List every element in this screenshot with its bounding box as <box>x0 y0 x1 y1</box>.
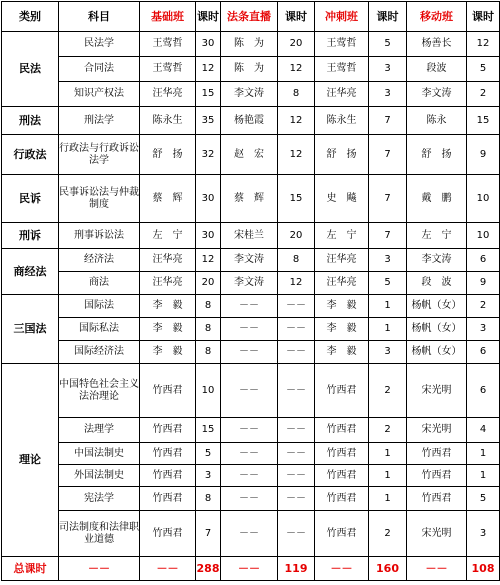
header-category: 类别 <box>2 2 59 32</box>
sprint-hours: 1 <box>369 318 407 341</box>
mobile-hours: 12 <box>467 32 500 57</box>
subject-cell: 司法制度和法律职业道德 <box>59 511 140 557</box>
article-hours: －－ <box>278 295 315 318</box>
basic-hours: 15 <box>196 82 221 107</box>
mobile-hours: 2 <box>467 295 500 318</box>
sprint-teacher: 王莺哲 <box>315 32 369 57</box>
sprint-hours: 7 <box>369 107 407 135</box>
subject-cell: 外国法制史 <box>59 465 140 487</box>
basic-hours: 35 <box>196 107 221 135</box>
mobile-teacher: 竹西君 <box>407 487 467 511</box>
total-mobile-hours: 108 <box>467 557 500 581</box>
table-row <box>2 107 500 135</box>
mobile-teacher: 竹西君 <box>407 443 467 465</box>
basic-hours: 8 <box>196 318 221 341</box>
basic-hours: 12 <box>196 249 221 272</box>
basic-hours: 8 <box>196 487 221 511</box>
basic-teacher: 汪华亮 <box>140 249 196 272</box>
basic-hours: 12 <box>196 57 221 82</box>
table-row <box>2 364 500 418</box>
table-row <box>2 295 500 318</box>
basic-teacher: 竹西君 <box>140 364 196 418</box>
article-hours: －－ <box>278 511 315 557</box>
total-sprint-teacher: －－ <box>315 557 369 581</box>
mobile-teacher: 宋光明 <box>407 364 467 418</box>
category-cell: 刑法 <box>2 107 59 135</box>
basic-hours: 3 <box>196 465 221 487</box>
course-schedule-table <box>1 1 500 581</box>
category-cell: 刑诉 <box>2 223 59 249</box>
basic-hours: 15 <box>196 418 221 443</box>
sprint-hours: 1 <box>369 295 407 318</box>
subject-cell: 刑事诉讼法 <box>59 223 140 249</box>
mobile-hours: 6 <box>467 364 500 418</box>
mobile-hours: 3 <box>467 511 500 557</box>
subject-cell: 民事诉讼法与仲裁制度 <box>59 175 140 223</box>
subject-cell: 行政法与行政诉讼法学 <box>59 135 140 175</box>
total-article-teacher: －－ <box>221 557 278 581</box>
basic-teacher: 竹西君 <box>140 465 196 487</box>
header-basic-class: 基础班 <box>140 2 196 32</box>
basic-teacher: 李 毅 <box>140 318 196 341</box>
subject-cell: 经济法 <box>59 249 140 272</box>
table-row <box>2 249 500 272</box>
mobile-teacher: 竹西君 <box>407 465 467 487</box>
basic-teacher: 竹西君 <box>140 487 196 511</box>
basic-teacher: 左 宁 <box>140 223 196 249</box>
sprint-teacher: 李 毅 <box>315 318 369 341</box>
header-hours: 课时 <box>467 2 500 32</box>
article-hours: 8 <box>278 82 315 107</box>
article-hours: 12 <box>278 272 315 295</box>
article-hours: 8 <box>278 249 315 272</box>
category-cell: 行政法 <box>2 135 59 175</box>
basic-teacher: 王莺哲 <box>140 57 196 82</box>
table-row <box>2 511 500 557</box>
article-hours: 12 <box>278 57 315 82</box>
table-row <box>2 223 500 249</box>
article-teacher: －－ <box>221 295 278 318</box>
mobile-hours: 4 <box>467 418 500 443</box>
sprint-teacher: 舒 扬 <box>315 135 369 175</box>
sprint-teacher: 左 宁 <box>315 223 369 249</box>
mobile-hours: 5 <box>467 57 500 82</box>
article-teacher: 李文涛 <box>221 272 278 295</box>
total-label: 总课时 <box>2 557 59 581</box>
article-teacher: 李文涛 <box>221 82 278 107</box>
mobile-teacher: 杨帆（女） <box>407 318 467 341</box>
header-article-live: 法条直播 <box>221 2 278 32</box>
article-teacher: 赵 宏 <box>221 135 278 175</box>
basic-teacher: 竹西君 <box>140 443 196 465</box>
article-hours: 12 <box>278 135 315 175</box>
sprint-hours: 1 <box>369 487 407 511</box>
article-teacher: －－ <box>221 341 278 364</box>
mobile-hours: 5 <box>467 487 500 511</box>
article-hours: 20 <box>278 32 315 57</box>
mobile-teacher: 段 波 <box>407 272 467 295</box>
subject-cell: 刑法学 <box>59 107 140 135</box>
sprint-hours: 3 <box>369 82 407 107</box>
mobile-hours: 3 <box>467 318 500 341</box>
article-teacher: －－ <box>221 418 278 443</box>
sprint-teacher: 李 毅 <box>315 341 369 364</box>
table-row <box>2 418 500 443</box>
sprint-teacher: 李 毅 <box>315 295 369 318</box>
mobile-hours: 2 <box>467 82 500 107</box>
table-row <box>2 175 500 223</box>
article-teacher: －－ <box>221 465 278 487</box>
basic-hours: 30 <box>196 223 221 249</box>
sprint-teacher: 竹西君 <box>315 418 369 443</box>
mobile-teacher: 杨善长 <box>407 32 467 57</box>
total-article-hours: 119 <box>278 557 315 581</box>
sprint-hours: 2 <box>369 511 407 557</box>
mobile-hours: 10 <box>467 223 500 249</box>
mobile-teacher: 李文涛 <box>407 82 467 107</box>
sprint-hours: 3 <box>369 249 407 272</box>
article-teacher: －－ <box>221 511 278 557</box>
mobile-teacher: 陈永 <box>407 107 467 135</box>
header-sprint-class: 冲刺班 <box>315 2 369 32</box>
article-hours: －－ <box>278 487 315 511</box>
article-teacher: －－ <box>221 443 278 465</box>
mobile-hours: 1 <box>467 465 500 487</box>
sprint-teacher: 竹西君 <box>315 487 369 511</box>
sprint-hours: 5 <box>369 272 407 295</box>
basic-teacher: 竹西君 <box>140 511 196 557</box>
total-sprint-hours: 160 <box>369 557 407 581</box>
article-teacher: 李文涛 <box>221 249 278 272</box>
article-hours: －－ <box>278 318 315 341</box>
sprint-teacher: 竹西君 <box>315 364 369 418</box>
sprint-teacher: 汪华亮 <box>315 272 369 295</box>
article-hours: －－ <box>278 465 315 487</box>
category-cell: 理论 <box>2 364 59 557</box>
sprint-hours: 2 <box>369 364 407 418</box>
subject-cell: 中国法制史 <box>59 443 140 465</box>
sprint-teacher: 陈永生 <box>315 107 369 135</box>
mobile-teacher: 宋光明 <box>407 511 467 557</box>
table-row <box>2 487 500 511</box>
basic-hours: 8 <box>196 341 221 364</box>
mobile-teacher: 段波 <box>407 57 467 82</box>
article-hours: －－ <box>278 443 315 465</box>
basic-hours: 30 <box>196 32 221 57</box>
mobile-hours: 10 <box>467 175 500 223</box>
basic-teacher: 李 毅 <box>140 295 196 318</box>
header-row <box>2 2 500 32</box>
sprint-teacher: 汪华亮 <box>315 82 369 107</box>
basic-teacher: 舒 扬 <box>140 135 196 175</box>
table-row <box>2 135 500 175</box>
article-hours: －－ <box>278 364 315 418</box>
category-cell: 民法 <box>2 32 59 107</box>
header-hours: 课时 <box>369 2 407 32</box>
header-subject: 科目 <box>59 2 140 32</box>
total-row <box>2 557 500 581</box>
total-mobile-teacher: －－ <box>407 557 467 581</box>
sprint-teacher: 史 飚 <box>315 175 369 223</box>
sprint-hours: 3 <box>369 341 407 364</box>
basic-teacher: 王莺哲 <box>140 32 196 57</box>
sprint-hours: 1 <box>369 465 407 487</box>
table-row <box>2 341 500 364</box>
header-hours: 课时 <box>196 2 221 32</box>
basic-teacher: 汪华亮 <box>140 82 196 107</box>
basic-hours: 7 <box>196 511 221 557</box>
basic-teacher: 李 毅 <box>140 341 196 364</box>
table-row <box>2 32 500 57</box>
subject-cell: 中国特色社会主义法治理论 <box>59 364 140 418</box>
article-teacher: －－ <box>221 318 278 341</box>
mobile-teacher: 左 宁 <box>407 223 467 249</box>
mobile-teacher: 杨帆（女） <box>407 341 467 364</box>
mobile-hours: 9 <box>467 272 500 295</box>
sprint-teacher: 王莺哲 <box>315 57 369 82</box>
subject-cell: 国际私法 <box>59 318 140 341</box>
table-row <box>2 82 500 107</box>
subject-cell: 合同法 <box>59 57 140 82</box>
subject-cell: 知识产权法 <box>59 82 140 107</box>
article-teacher: 蔡 辉 <box>221 175 278 223</box>
table-row <box>2 57 500 82</box>
subject-cell: 民法学 <box>59 32 140 57</box>
basic-teacher: 蔡 辉 <box>140 175 196 223</box>
basic-teacher: 汪华亮 <box>140 272 196 295</box>
sprint-hours: 5 <box>369 32 407 57</box>
sprint-hours: 3 <box>369 57 407 82</box>
table-row <box>2 443 500 465</box>
sprint-teacher: 汪华亮 <box>315 249 369 272</box>
sprint-teacher: 竹西君 <box>315 511 369 557</box>
subject-cell: 法理学 <box>59 418 140 443</box>
mobile-hours: 1 <box>467 443 500 465</box>
basic-teacher: 陈永生 <box>140 107 196 135</box>
subject-cell: 国际法 <box>59 295 140 318</box>
sprint-hours: 7 <box>369 135 407 175</box>
basic-hours: 30 <box>196 175 221 223</box>
sprint-hours: 2 <box>369 418 407 443</box>
sprint-teacher: 竹西君 <box>315 443 369 465</box>
article-hours: －－ <box>278 418 315 443</box>
sprint-hours: 1 <box>369 443 407 465</box>
basic-teacher: 竹西君 <box>140 418 196 443</box>
mobile-teacher: 李文涛 <box>407 249 467 272</box>
total-subject: －－ <box>59 557 140 581</box>
article-hours: 20 <box>278 223 315 249</box>
total-basic-teacher: －－ <box>140 557 196 581</box>
sprint-hours: 7 <box>369 175 407 223</box>
mobile-hours: 15 <box>467 107 500 135</box>
category-cell: 民诉 <box>2 175 59 223</box>
sprint-teacher: 竹西君 <box>315 465 369 487</box>
article-teacher: 杨艳霞 <box>221 107 278 135</box>
article-teacher: －－ <box>221 487 278 511</box>
table-row <box>2 318 500 341</box>
article-hours: 12 <box>278 107 315 135</box>
basic-hours: 8 <box>196 295 221 318</box>
table-row <box>2 272 500 295</box>
header-mobile-class: 移动班 <box>407 2 467 32</box>
category-cell: 三国法 <box>2 295 59 364</box>
basic-hours: 10 <box>196 364 221 418</box>
mobile-hours: 6 <box>467 341 500 364</box>
basic-hours: 32 <box>196 135 221 175</box>
mobile-teacher: 戴 鹏 <box>407 175 467 223</box>
subject-cell: 国际经济法 <box>59 341 140 364</box>
article-teacher: －－ <box>221 364 278 418</box>
article-teacher: 陈 为 <box>221 57 278 82</box>
article-teacher: 陈 为 <box>221 32 278 57</box>
article-teacher: 宋桂兰 <box>221 223 278 249</box>
basic-hours: 5 <box>196 443 221 465</box>
mobile-hours: 6 <box>467 249 500 272</box>
mobile-teacher: 杨帆（女） <box>407 295 467 318</box>
category-cell: 商经法 <box>2 249 59 295</box>
mobile-hours: 9 <box>467 135 500 175</box>
article-hours: －－ <box>278 341 315 364</box>
subject-cell: 宪法学 <box>59 487 140 511</box>
subject-cell: 商法 <box>59 272 140 295</box>
total-basic-hours: 288 <box>196 557 221 581</box>
basic-hours: 20 <box>196 272 221 295</box>
sprint-hours: 7 <box>369 223 407 249</box>
header-hours: 课时 <box>278 2 315 32</box>
mobile-teacher: 宋光明 <box>407 418 467 443</box>
mobile-teacher: 舒 扬 <box>407 135 467 175</box>
article-hours: 15 <box>278 175 315 223</box>
table-row <box>2 465 500 487</box>
